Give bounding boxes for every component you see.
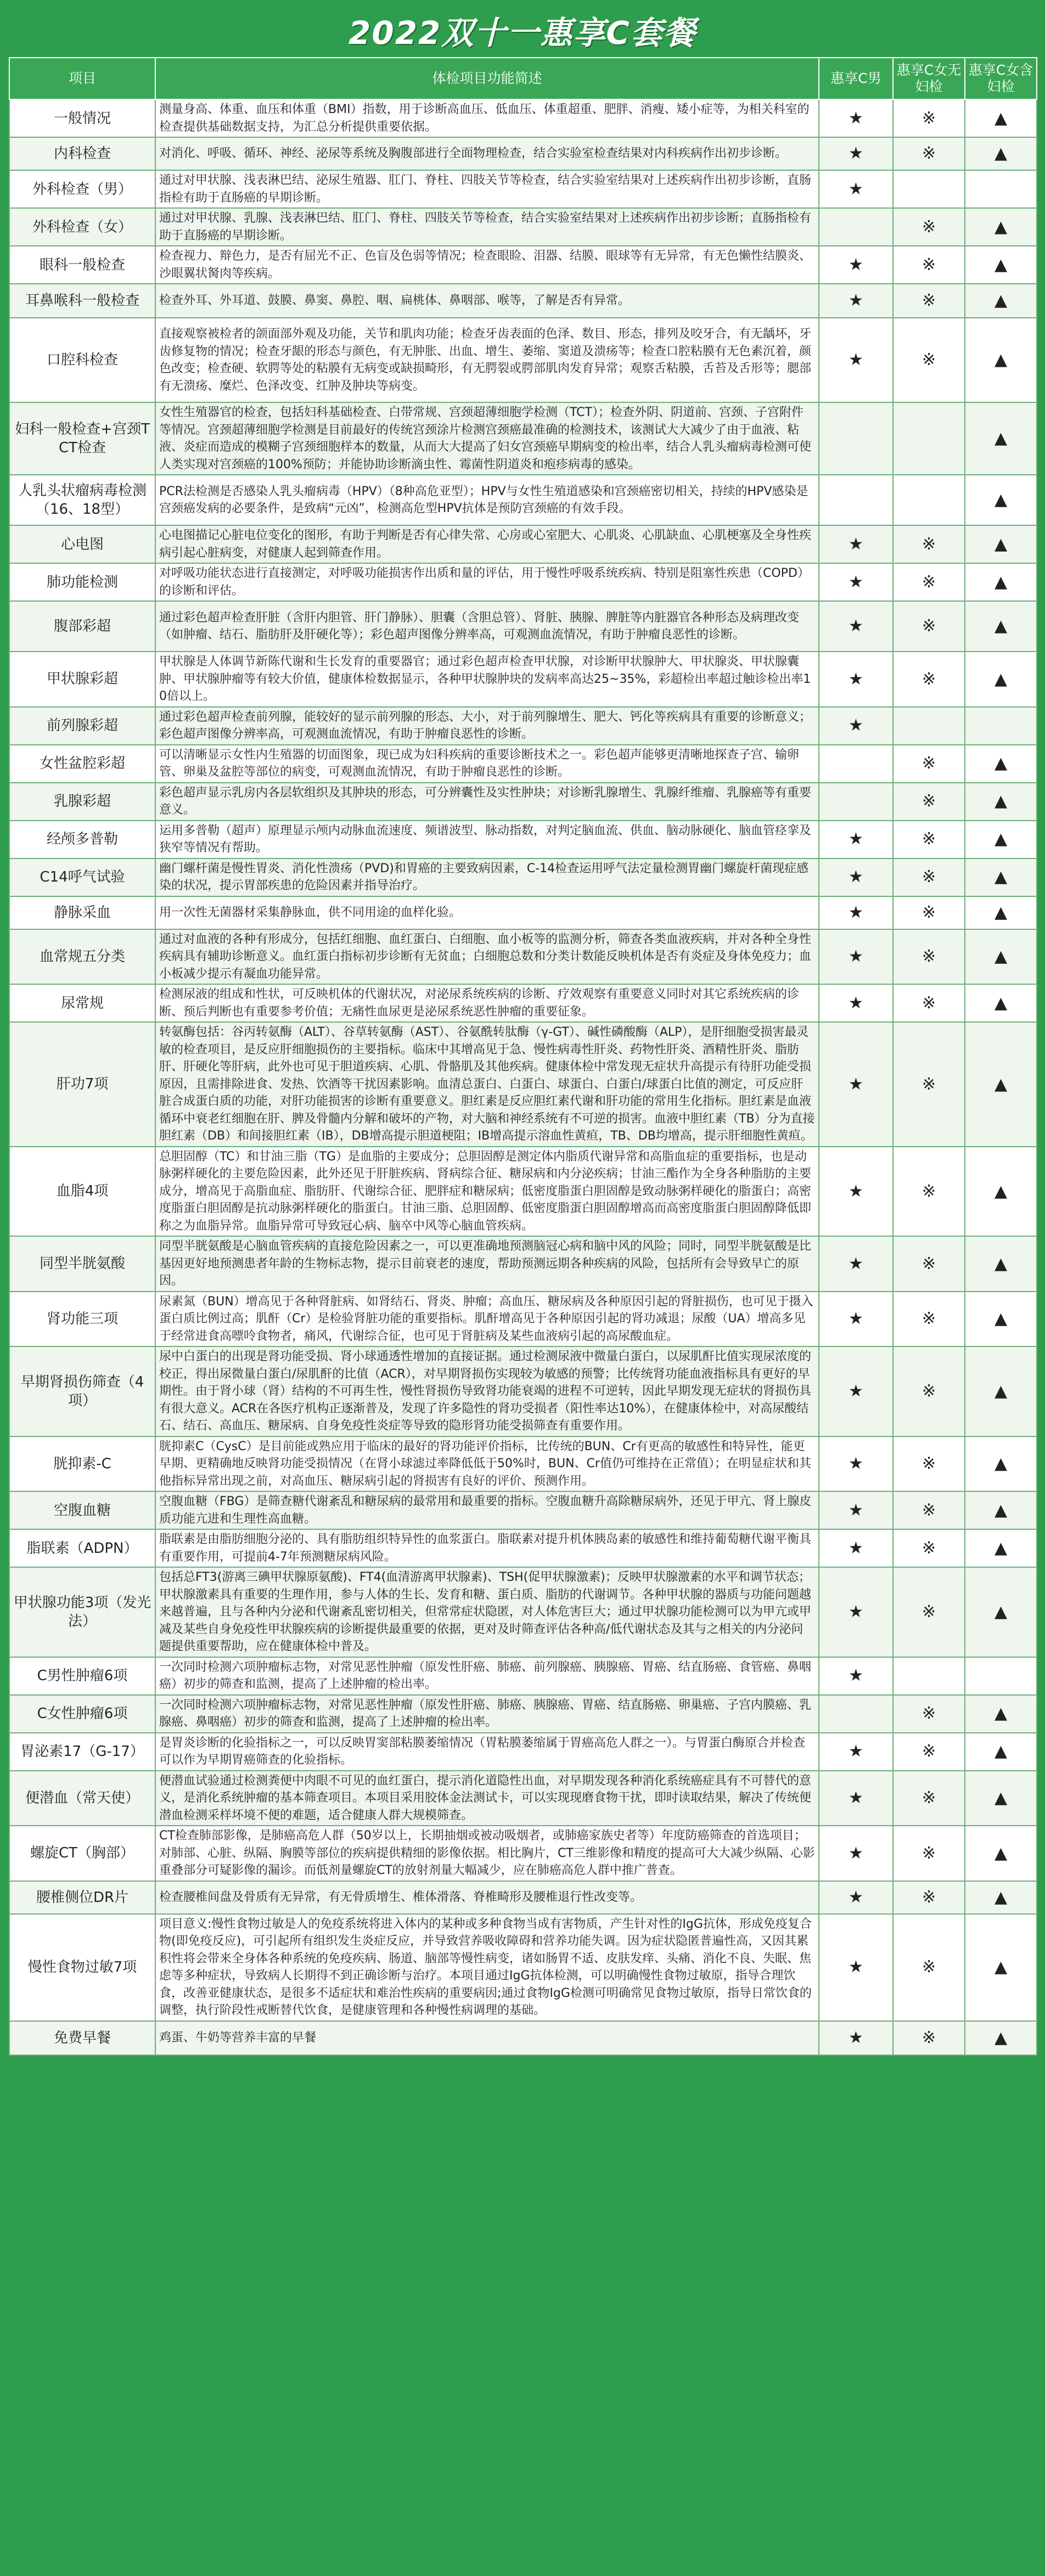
item-description: 检查腰椎间盘及骨质有无异常，有无骨质增生、椎体滑落、脊椎畸形及腰椎退行性改变等。 (155, 1881, 819, 1914)
item-description: 项目意义:慢性食物过敏是人的免疫系统将进入体内的某种或多种食物当成有害物质，产生针对性的IgG抗体，形成免疫复合物(即免疫反应)，可引起所有组织发生炎症反应，并导致营养吸收障碍和营养功能失调。因为症状隐匿普遍性高，又因其累积性将会带来全身体各种系统的免疫疾病、肠道、脑部等慢性病变，诸如肠胃不适、皮肤发痒、头痛、消化不良、失眠、焦虑等多种症状，导致病人长期得不到正确诊断与治疗。本项目通过IgG抗体检测，可以明确慢性食物过敏原，指导合理饮食，改善亚健康状态，是很多不适症状和难治性疾病的重要病因;通过食物IgG检测可明确常见食物过敏原，指导日常饮食的调整，执行阶段性戒断替代饮食，是健康管理和各种慢性病调理的基础。 (155, 1914, 819, 2021)
mark-female-gyn: ▲ (965, 601, 1037, 652)
item-description: 心电图描记心脏电位变化的图形，有助于判断是否有心律失常、心房或心室肥大、心肌炎、心肌缺血、心肌梗塞及全身性疾病引起心脏病变，对健康人起到筛查作用。 (155, 525, 819, 563)
table-row (9, 1881, 1037, 1914)
mark-female-gyn: ▲ (965, 563, 1037, 601)
mark-male: ★ (819, 1657, 893, 1695)
mark-female-unmarried: ※ (893, 2021, 965, 2055)
mark-female-unmarried (893, 402, 965, 475)
table-row (9, 563, 1037, 601)
item-name: 乳腺彩超 (9, 783, 155, 821)
mark-male: ★ (819, 652, 893, 707)
item-description: 直接观察被检者的颌面部外观及功能，关节和肌肉功能；检查牙齿表面的色泽、数目、形态，排列及咬牙合，有无龋坏，牙齿修复物的情况；检查牙龈的形态与颜色，有无肿胀、出血、增生、萎缩、窦道及溃疡等；检查口腔粘膜有无色素沉着，颜色改变；检查硬、软腭等处的粘膜有无病变或缺损畸形，有无腭裂或腭部肌肉发育异常；观察舌粘膜，舌苔及舌形等；腮部有无溃疡、糜烂、色泽改变、红肿及肿块等病变。 (155, 318, 819, 402)
item-name: 外科检查（女） (9, 208, 155, 246)
item-description: 测量身高、体重、血压和体重（BMI）指数，用于诊断高血压、低血压、体重超重、肥胖、消瘦、矮小症等，为相关科室的检查提供基础数据支持，为汇总分析提供重要依据。 (155, 99, 819, 137)
mark-female-unmarried: ※ (893, 858, 965, 896)
item-description: 幽门螺杆菌是慢性胃炎、消化性溃疡（PVD)和胃癌的主要致病因素，C-14检查运用呼气法定量检测胃幽门螺旋杆菌现症感染的状况，提示胃部疾患的危险因素并指导治疗。 (155, 858, 819, 896)
mark-female-gyn: ▲ (965, 2021, 1037, 2055)
item-name: 经颅多普勒 (9, 821, 155, 858)
mark-male: ★ (819, 984, 893, 1022)
mark-female-unmarried (893, 707, 965, 745)
item-description: 鸡蛋、牛奶等营养丰富的早餐 (155, 2021, 819, 2055)
mark-female-gyn: ▲ (965, 1236, 1037, 1292)
mark-female-unmarried: ※ (893, 1881, 965, 1914)
mark-female-unmarried: ※ (893, 246, 965, 284)
mark-female-gyn: ▲ (965, 1826, 1037, 1881)
mark-male: ★ (819, 99, 893, 137)
header-female-unmarried: 惠享C女无妇检 (893, 58, 965, 99)
item-name: 螺旋CT（胸部） (9, 1826, 155, 1881)
table-row (9, 1491, 1037, 1529)
mark-male: ★ (819, 1771, 893, 1826)
mark-male: ★ (819, 2021, 893, 2055)
item-name: 甲状腺功能3项（发光法） (9, 1567, 155, 1657)
mark-female-unmarried: ※ (893, 318, 965, 402)
item-name: 妇科一般检查+宫颈TCT检查 (9, 402, 155, 475)
table-row (9, 1436, 1037, 1492)
table-row (9, 284, 1037, 318)
mark-female-unmarried: ※ (893, 783, 965, 821)
header-description: 体检项目功能简述 (155, 58, 819, 99)
table-row (9, 984, 1037, 1022)
table-row (9, 2021, 1037, 2055)
item-description: 尿素氮（BUN）增高见于各种肾脏病、如肾结石、肾炎、肿瘤；高血压、糖尿病及各种原因引起的肾脏损伤，也可见于摄入蛋白质比例过高；肌酐（Cr）是检验肾脏功能的重要指标。肌酐增高见于各种原因引起的肾功减退；尿酸（UA）增高多见于经常进食高嘌呤食物者，痛风，代谢综合征，也可见于肾脏病及某些血液病引起的高尿酸血症。 (155, 1292, 819, 1347)
mark-female-unmarried: ※ (893, 1733, 965, 1771)
mark-male: ★ (819, 170, 893, 208)
item-name: 口腔科检查 (9, 318, 155, 402)
mark-male (819, 783, 893, 821)
mark-male: ★ (819, 929, 893, 985)
table-row (9, 525, 1037, 563)
mark-male: ★ (819, 1491, 893, 1529)
mark-male: ★ (819, 1881, 893, 1914)
mark-male (819, 745, 893, 783)
mark-female-unmarried: ※ (893, 896, 965, 929)
mark-male: ★ (819, 1346, 893, 1436)
mark-male: ★ (819, 858, 893, 896)
item-description: 检查视力、辩色力，是否有屈光不正、色盲及色弱等情况；检查眼睑、泪器、结膜、眼球等有无异常，有无色懒性结膜炎、沙眼翼状胬肉等疾病。 (155, 246, 819, 284)
item-description: 通过对血液的各种有形成分，包括红细胞、血红蛋白、白细胞、血小板等的监测分析，筛查各类血液疾病，并对各种全身性疾病具有辅助诊断意义。血红蛋白指标初步诊断有无贫血；白细胞总数和分类计数能反映机体是否有炎症及身体免疫力；血小板减少提示有凝血功能异常。 (155, 929, 819, 985)
mark-female-unmarried: ※ (893, 1236, 965, 1292)
table-row (9, 1292, 1037, 1347)
mark-female-unmarried: ※ (893, 745, 965, 783)
mark-male (819, 475, 893, 525)
item-name: 肾功能三项 (9, 1292, 155, 1347)
mark-female-unmarried: ※ (893, 208, 965, 246)
mark-male (819, 208, 893, 246)
item-name: 外科检查（男） (9, 170, 155, 208)
item-description: 对消化、呼吸、循环、神经、泌尿等系统及胸腹部进行全面物理检查，结合实验室检查结果对内科疾病作出初步诊断。 (155, 137, 819, 170)
table-row (9, 858, 1037, 896)
mark-female-unmarried: ※ (893, 1771, 965, 1826)
mark-female-unmarried: ※ (893, 284, 965, 318)
table-row (9, 707, 1037, 745)
table-row (9, 929, 1037, 985)
mark-female-gyn: ▲ (965, 984, 1037, 1022)
mark-female-gyn: ▲ (965, 475, 1037, 525)
mark-male: ★ (819, 821, 893, 858)
mark-female-unmarried: ※ (893, 929, 965, 985)
mark-male: ★ (819, 707, 893, 745)
item-name: 免费早餐 (9, 2021, 155, 2055)
mark-female-gyn: ▲ (965, 137, 1037, 170)
table-row (9, 652, 1037, 707)
mark-male: ★ (819, 601, 893, 652)
item-name: C男性肿瘤6项 (9, 1657, 155, 1695)
mark-female-unmarried: ※ (893, 1529, 965, 1567)
item-description: 同型半胱氨酸是心脑血管疾病的直接危险因素之一，可以更准确地预测脑冠心病和脑中风的风险；同时，同型半胱氨酸是比基因更好地预测患者年龄的生物标志物，提示目前衰老的速度，帮助预测远期各种疾病的风险，包括所有会导致早亡的原因。 (155, 1236, 819, 1292)
table-row (9, 1733, 1037, 1771)
mark-female-gyn: ▲ (965, 1881, 1037, 1914)
mark-female-unmarried: ※ (893, 1491, 965, 1529)
table-row (9, 821, 1037, 858)
item-description: 通过彩色超声检查肝脏（含肝内胆管、肝门静脉）、胆囊（含胆总管）、肾脏、胰腺、脾脏等内脏器官各种形态及病理改变（如肿瘤、结石、脂肪肝及肝硬化等）；彩色超声图像分辨率高，可观测血流情况，有助于肿瘤良恶性的诊断。 (155, 601, 819, 652)
table-row (9, 137, 1037, 170)
table-row (9, 1529, 1037, 1567)
mark-male: ★ (819, 1022, 893, 1147)
item-description: 包括总FT3(游离三碘甲状腺原氨酸)、FT4(血清游离甲状腺素)、TSH(促甲状腺激素)；反映甲状腺激素的水平和调节状态；甲状腺激素具有重要的生理作用，参与人体的生长、发育和糖、蛋白质、脂肪的代谢调节。各种甲状腺的器质与功能问题越来越普遍，且与各种内分泌和代谢紊乱密切相关，但常常症状隐匿，对人体危害巨大；通过甲状腺功能检测可以为甲亢或甲减及某些自身免疫性甲状腺疾病的诊断提供最重要的依据，更对及时筛查评估各种高/低代谢状态及其与之相关的内分泌问题提供重要帮助，应在健康体检中普及。 (155, 1567, 819, 1657)
table-row (9, 475, 1037, 525)
item-description: 甲状腺是人体调节新陈代谢和生长发育的重要器官；通过彩色超声检查甲状腺，对诊断甲状腺肿大、甲状腺炎、甲状腺囊肿、甲状腺肿瘤等有较大价值，健康体检数据显示，各种甲状腺肿块的发病率高达25~35%，彩超检出率超过触诊检出率10倍以上。 (155, 652, 819, 707)
mark-female-gyn: ▲ (965, 783, 1037, 821)
mark-female-unmarried: ※ (893, 1695, 965, 1733)
mark-female-gyn: ▲ (965, 1022, 1037, 1147)
item-name: 静脉采血 (9, 896, 155, 929)
item-name: 心电图 (9, 525, 155, 563)
item-name: 早期肾损伤筛查（4项） (9, 1346, 155, 1436)
mark-female-unmarried (893, 1657, 965, 1695)
item-description: 便潜血试验通过检测粪便中肉眼不可见的血红蛋白，提示消化道隐性出血，对早期发现各种消化系统癌症具有不可替代的意义，是消化系统肿瘤的基本筛查项目。本项目采用胶体金法测试卡，可以实现现磨食物干扰，即时读取结果，解决了传统便潜血检测采样坏境不便的难题，适合健康人群大规模筛查。 (155, 1771, 819, 1826)
header-male: 惠享C男 (819, 58, 893, 99)
item-name: 同型半胱氨酸 (9, 1236, 155, 1292)
item-description: 胱抑素C（CysC）是目前能或熟应用于临床的最好的肾功能评价指标，比传统的BUN、Cr有更高的敏感性和特异性，能更早期、更精确地反映肾功能受损情况（在肾小球滤过率降低低于50%时，BUN、Cr值仍可维持在正常值）；在明显症状和其他指标异常出现之前，对高血压、糖尿病引起的肾损害有良好的评价、预测作用。 (155, 1436, 819, 1492)
table-row (9, 402, 1037, 475)
table-row (9, 783, 1037, 821)
item-description: 可以清晰显示女性内生殖器的切面图象，现已成为妇科疾病的重要诊断技术之一。彩色超声能够更清晰地探查子宫、输卵管、卵巢及盆腔等部位的病变，可观测血流情况，有助于肿瘤良恶性的诊断。 (155, 745, 819, 783)
mark-female-unmarried: ※ (893, 1436, 965, 1492)
table-row (9, 246, 1037, 284)
mark-male: ★ (819, 1826, 893, 1881)
mark-female-gyn: ▲ (965, 1695, 1037, 1733)
item-description: 运用多普勒（超声）原理显示颅内动脉血流速度、频谱波型、脉动指数，对判定脑血流、供血、脑动脉硬化、脑血管痉挛及狭窄等情况有帮助。 (155, 821, 819, 858)
item-description: CT检查肺部影像，是肺癌高危人群（50岁以上，长期抽烟或被动吸烟者，或肺癌家族史者等）年度防癌筛查的首选项目；对肺部、心脏、纵隔、胸膜等部位的疾病提供精细的影像依据。相比胸片，CT三维影像和精度的提高可大大减少纵隔、心影重叠部分可疑影像的漏诊。而低剂量螺旋CT的放射剂量大幅减少，应在肺癌高危人群中推广普查。 (155, 1826, 819, 1881)
table-row (9, 1826, 1037, 1881)
item-description: 通过彩色超声检查前列腺，能较好的显示前列腺的形态、大小，对于前列腺增生、肥大、钙化等疾病具有重要的诊断意义；彩色超声图像分辨率高，可观测血流情况，有助于肿瘤良恶性的诊断。 (155, 707, 819, 745)
item-description: 转氨酶包括：谷丙转氨酶（ALT）、谷草转氨酶（AST）、谷氨酰转肽酶（γ-GT）、碱性磷酸酶（ALP），是肝细胞受损害最灵敏的检查项目，是反应肝细胞损伤的主要指标。临床中其增高见于急、慢性病毒性肝炎、药物性肝炎、酒精性肝炎、脂肪肝、肝硬化等肝病，此外也可见于胆道疾病、心肌、骨骼肌及其他疾病。健康体检中常发现无症状升高提示有待肝功能受损原因，且需排除进食、发热、饮酒等干扰因素影响。血清总蛋白、白蛋白、球蛋白、白蛋白/球蛋白比值的测定，可反应肝脏合成蛋白质的功能，对肝功能损害的诊断有重要意义。胆红素是反应胆红素代谢和肝功能的常用生化指标。胆红素是血液循环中衰老红细胞在肝、脾及骨髓内分解和破坏的产物，对大脑和神经系统有不可逆的损害。血液中胆红素（TB）分为直接胆红素（DB）和间接胆红素（IB），DB增高提示胆道梗阻；IB增高提示溶血性黄疸，TB、DB均增高，提示肝细胞性黄疸。 (155, 1022, 819, 1147)
mark-female-gyn: ▲ (965, 1147, 1037, 1237)
item-name: 肝功7项 (9, 1022, 155, 1147)
mark-female-unmarried: ※ (893, 525, 965, 563)
table-row (9, 1236, 1037, 1292)
item-name: C14呼气试验 (9, 858, 155, 896)
item-name: 脂联素（ADPN） (9, 1529, 155, 1567)
item-description: 检查外耳、外耳道、鼓膜、鼻窦、鼻腔、咽、扁桃体、鼻咽部、喉等，了解是否有异常。 (155, 284, 819, 318)
mark-female-gyn (965, 170, 1037, 208)
item-name: 肺功能检测 (9, 563, 155, 601)
item-description: 通过对甲状腺、乳腺、浅表淋巴结、肛门、脊柱、四肢关节等检查，结合实验室结果对上述疾病作出初步诊断；直肠指检有助于直肠癌的早期诊断。 (155, 208, 819, 246)
item-name: 甲状腺彩超 (9, 652, 155, 707)
item-name: 尿常规 (9, 984, 155, 1022)
mark-female-gyn: ▲ (965, 745, 1037, 783)
mark-female-unmarried (893, 475, 965, 525)
table-body (9, 99, 1037, 2055)
mark-female-gyn: ▲ (965, 652, 1037, 707)
item-name: 腰椎侧位DR片 (9, 1881, 155, 1914)
mark-female-unmarried: ※ (893, 1147, 965, 1237)
mark-male: ★ (819, 1567, 893, 1657)
item-name: C女性肿瘤6项 (9, 1695, 155, 1733)
mark-female-gyn: ▲ (965, 525, 1037, 563)
mark-male: ★ (819, 1236, 893, 1292)
mark-female-unmarried: ※ (893, 1292, 965, 1347)
table-row (9, 601, 1037, 652)
item-description: 总胆固醇（TC）和甘油三脂（TG）是血脂的主要成分；总胆固醇是测定体内脂质代谢异常和高脂血症的重要指标，也是动脉粥样硬化的主要危险因素，此外还见于肝脏疾病、肾病综合征、糖尿病和内分泌疾病；甘油三酯作为全身各种脂肪的主要成分，增高见于高脂血症、脂肪肝、代谢综合征、肥胖症和糖尿病；低密度脂蛋白胆固醇是致动脉粥样硬化的脂蛋白；高密度脂蛋白胆固醇是抗动脉粥样硬化的脂蛋白。甘油三脂、总胆固醇、低密度脂蛋白胆固醇增高而高密度脂蛋白胆固醇降低即称之为血脂异常。血脂异常可导致冠心病、脑卒中风等心脑血管疾病。 (155, 1147, 819, 1237)
item-description: 脂联素是由脂肪细胞分泌的、具有脂肪组织特异性的血浆蛋白。脂联素对提升机体胰岛素的敏感性和维持葡萄糖代谢平衡具有重要作用，可提前4-7年预测糖尿病风险。 (155, 1529, 819, 1567)
mark-female-gyn: ▲ (965, 284, 1037, 318)
item-description: 通过对甲状腺、浅表淋巴结、泌尿生殖器、肛门、脊柱、四肢关节等检查，结合实验室结果对上述疾病作出初步诊断，直肠指检有助于直肠癌的早期诊断。 (155, 170, 819, 208)
item-name: 慢性食物过敏7项 (9, 1914, 155, 2021)
page-title: 2022双十一惠享C套餐 (349, 14, 696, 52)
mark-female-unmarried (893, 170, 965, 208)
item-name: 人乳头状瘤病毒检测（16、18型） (9, 475, 155, 525)
item-name: 眼科一般检查 (9, 246, 155, 284)
table-row (9, 1657, 1037, 1695)
mark-female-gyn: ▲ (965, 1491, 1037, 1529)
mark-male: ★ (819, 318, 893, 402)
table-header (9, 58, 1037, 99)
mark-female-gyn: ▲ (965, 929, 1037, 985)
mark-female-unmarried: ※ (893, 601, 965, 652)
item-name: 内科检查 (9, 137, 155, 170)
item-name: 女性盆腔彩超 (9, 745, 155, 783)
mark-female-gyn: ▲ (965, 1914, 1037, 2021)
item-description: PCR法检测是否感染人乳头瘤病毒（HPV）（8种高危亚型）；HPV与女性生殖道感染和宫颈癌密切相关，持续的HPV感染是宫颈癌发病的必要条件，是致病“元凶”，检测高危型HPV抗体是预防宫颈癌的有效手段。 (155, 475, 819, 525)
mark-female-unmarried: ※ (893, 652, 965, 707)
table-row (9, 1695, 1037, 1733)
item-description: 用一次性无菌器材采集静脉血，供不同用途的血样化验。 (155, 896, 819, 929)
item-description: 彩色超声显示乳房内各层软组织及其肿块的形态，可分辨囊性及实性肿块；对诊断乳腺增生、乳腺纤维瘤、乳腺癌等有重要意义。 (155, 783, 819, 821)
mark-male: ★ (819, 563, 893, 601)
table-row (9, 896, 1037, 929)
mark-female-unmarried: ※ (893, 984, 965, 1022)
item-name: 一般情况 (9, 99, 155, 137)
item-name: 血脂4项 (9, 1147, 155, 1237)
item-description: 检测尿液的组成和性状，可反映机体的代谢状况，对泌尿系统疾病的诊断、疗效观察有重要意义同时对其它系统疾病的诊断、预后判断也有重要参考价值；无痛性血尿更是泌尿系统恶性肿瘤的重要征象。 (155, 984, 819, 1022)
table-row (9, 318, 1037, 402)
mark-male: ★ (819, 1914, 893, 2021)
mark-female-unmarried: ※ (893, 1022, 965, 1147)
mark-male: ★ (819, 1147, 893, 1237)
table-row (9, 99, 1037, 137)
item-name: 腹部彩超 (9, 601, 155, 652)
mark-male: ★ (819, 1529, 893, 1567)
item-name: 胃泌素17（G-17） (9, 1733, 155, 1771)
mark-female-unmarried: ※ (893, 821, 965, 858)
mark-male: ★ (819, 1436, 893, 1492)
mark-female-gyn: ▲ (965, 1292, 1037, 1347)
mark-female-unmarried: ※ (893, 137, 965, 170)
mark-male (819, 402, 893, 475)
mark-female-gyn: ▲ (965, 318, 1037, 402)
mark-female-gyn: ▲ (965, 821, 1037, 858)
item-name: 空腹血糖 (9, 1491, 155, 1529)
mark-female-unmarried: ※ (893, 1914, 965, 2021)
header-row (9, 58, 1037, 99)
mark-male: ★ (819, 525, 893, 563)
mark-female-gyn: ▲ (965, 208, 1037, 246)
mark-male: ★ (819, 1733, 893, 1771)
mark-female-gyn: ▲ (965, 1567, 1037, 1657)
item-name: 血常规五分类 (9, 929, 155, 985)
mark-male: ★ (819, 1292, 893, 1347)
table-row (9, 1567, 1037, 1657)
mark-female-gyn: ▲ (965, 858, 1037, 896)
table-row (9, 1771, 1037, 1826)
mark-female-unmarried: ※ (893, 563, 965, 601)
item-description: 是胃炎诊断的化验指标之一，可以反映胃窦部粘膜萎缩情况（胃粘膜萎缩属于胃癌高危人群之一）。与胃蛋白酶原合并检查可以作为早期胃癌筛查的化验指标。 (155, 1733, 819, 1771)
item-description: 一次同时检测六项肿瘤标志物，对常见恶性肿瘤（原发性肝癌、肺癌、胰腺癌、胃癌、结直肠癌、卵巢癌、子宫内膜癌、乳腺癌、鼻咽癌）初步的筛查和监测，提高了上述肿瘤的检出率。 (155, 1695, 819, 1733)
item-description: 一次同时检测六项肿瘤标志物，对常见恶性肿瘤（原发性肝癌、肺癌、前列腺癌、胰腺癌、胃癌、结直肠癌、食管癌、鼻咽癌）初步的筛查和监测，提高了上述肿瘤的检出率。 (155, 1657, 819, 1695)
table-row (9, 1147, 1037, 1237)
table-row (9, 1914, 1037, 2021)
item-description: 尿中白蛋白的出现是肾功能受损、肾小球通透性增加的直接证据。通过检测尿液中微量白蛋白，以尿肌酐比值实现尿浓度的校正，得出尿微量白蛋白/尿肌酐的比值（ACR），对早期肾损伤实现较为敏感的预警；比传统肾功能血液指标具有更好的早期性。由于肾小球（肾）结构的不可再生性，慢性肾损伤导致肾功能衰竭的进程不可逆转，因此早期发现无症状的肾损伤具有很大意义。ACR在各医疗机构正逐渐普及，发现了许多隐性的肾功受损者（阳性率达10%），在健康体检中，对高尿酸结石、结石、高血压、糖尿病、自身免疫性炎症等导致的隐形肾功能受损筛查有重要作用。 (155, 1346, 819, 1436)
item-name: 前列腺彩超 (9, 707, 155, 745)
item-name: 耳鼻喉科一般检查 (9, 284, 155, 318)
table-row (9, 170, 1037, 208)
table-row (9, 1346, 1037, 1436)
package-table (9, 57, 1037, 2056)
item-description: 空腹血糖（FBG）是筛查糖代谢紊乱和糖尿病的最常用和最重要的指标。空腹血糖升高除糖尿病外，还见于甲亢、肾上腺皮质功能亢进和生理性高血糖。 (155, 1491, 819, 1529)
mark-female-gyn: ▲ (965, 1733, 1037, 1771)
mark-female-gyn (965, 707, 1037, 745)
mark-female-unmarried: ※ (893, 99, 965, 137)
mark-male: ★ (819, 246, 893, 284)
mark-female-gyn: ▲ (965, 402, 1037, 475)
header-item: 项目 (9, 58, 155, 99)
mark-female-gyn: ▲ (965, 1436, 1037, 1492)
mark-female-unmarried: ※ (893, 1826, 965, 1881)
mark-male: ★ (819, 284, 893, 318)
table-row (9, 208, 1037, 246)
table-row (9, 745, 1037, 783)
table-row (9, 1022, 1037, 1147)
header-female-gyn: 惠享C女含妇检 (965, 58, 1037, 99)
mark-female-gyn (965, 1657, 1037, 1695)
mark-female-unmarried: ※ (893, 1567, 965, 1657)
item-description: 对呼吸功能状态进行直接测定，对呼吸功能损害作出质和量的评估，用于慢性呼吸系统疾病、特别是阻塞性疾患（COPD）的诊断和评估。 (155, 563, 819, 601)
mark-female-gyn: ▲ (965, 99, 1037, 137)
item-name: 便潜血（常天使） (9, 1771, 155, 1826)
item-name: 胱抑素-C (9, 1436, 155, 1492)
mark-male: ★ (819, 896, 893, 929)
mark-female-gyn: ▲ (965, 896, 1037, 929)
mark-female-gyn: ▲ (965, 1529, 1037, 1567)
mark-female-gyn: ▲ (965, 1771, 1037, 1826)
mark-female-unmarried: ※ (893, 1346, 965, 1436)
mark-female-gyn: ▲ (965, 1346, 1037, 1436)
mark-male (819, 1695, 893, 1733)
mark-female-gyn: ▲ (965, 246, 1037, 284)
item-description: 女性生殖器官的检查，包括妇科基础检查、白带常规、宫颈超薄细胞学检测（TCT）；检查外阴、阴道前、宫颈、子宫附件等情况。宫颈超薄细胞学检测是目前最好的传统宫颈涂片检测宫颈癌最准确的检测技术，该测试大大减少了由于血液、粘液、炎症而造成的模糊子宫颈细胞样本的数量，从而大大提高了妇女宫颈癌早期病变的检出率，结合人乳头瘤病毒检测可使人类实现对宫颈癌的100%预防；并能协助诊断滴虫性、霉菌性阴道炎和疱疹病毒的感染。 (155, 402, 819, 475)
mark-male: ★ (819, 137, 893, 170)
